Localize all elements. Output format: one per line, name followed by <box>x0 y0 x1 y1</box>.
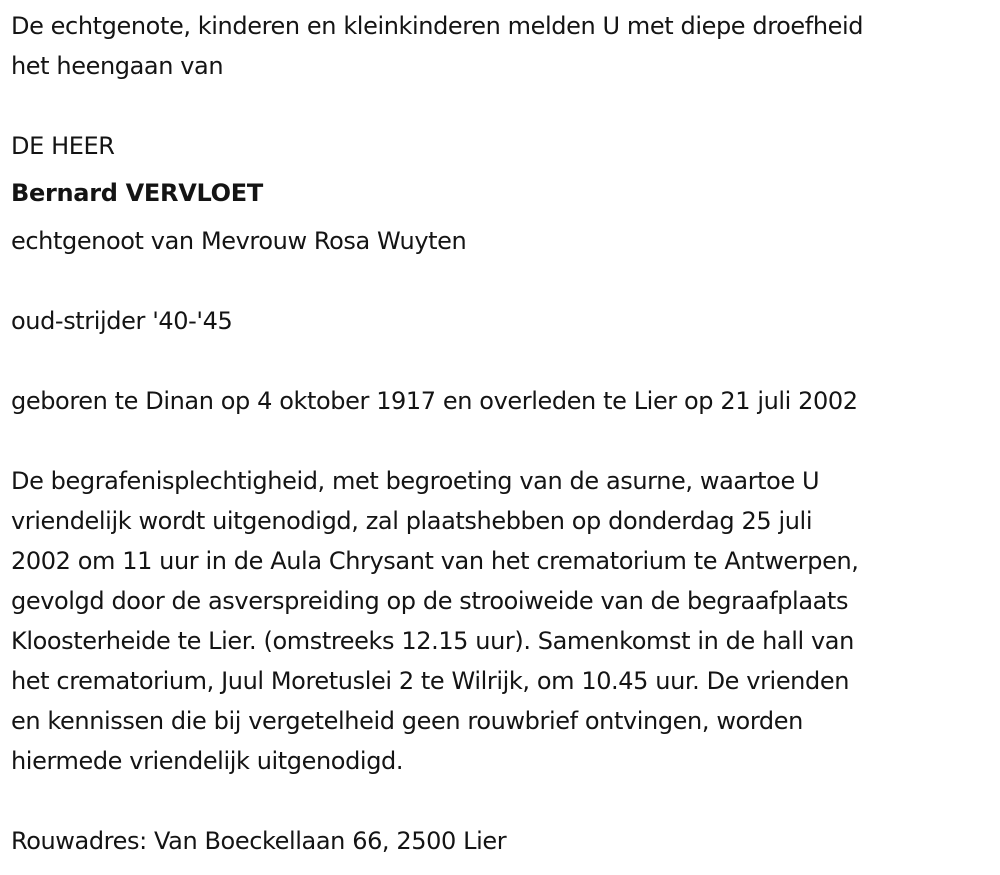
ceremony-line: hiermede vriendelijk uitgenodigd. <box>11 747 404 775</box>
ceremony-line: vriendelijk wordt uitgenodigd, zal plaatshebben op donderdag 25 juli <box>11 507 813 535</box>
mourning-address: Rouwadres: Van Boeckellaan 66, 2500 Lier <box>11 827 507 855</box>
deceased-name: Bernard VERVLOET <box>11 179 263 207</box>
ceremony-line: Kloosterheide te Lier. (omstreeks 12.15 uur). Samenkomst in de hall van <box>11 627 854 655</box>
ceremony-line: De begrafenisplechtigheid, met begroeting van de asurne, waartoe U <box>11 467 820 495</box>
honorific: DE HEER <box>11 132 115 160</box>
intro-line: het heengaan van <box>11 52 224 80</box>
ceremony-line: en kennissen die bij vergetelheid geen rouwbrief ontvingen, worden <box>11 707 803 735</box>
ceremony-line: het crematorium, Juul Moretuslei 2 te Wilrijk, om 10.45 uur. De vrienden <box>11 667 850 695</box>
veteran-line: oud-strijder '40-'45 <box>11 307 233 335</box>
birth-death-line: geboren te Dinan op 4 oktober 1917 en overleden te Lier op 21 juli 2002 <box>11 387 858 415</box>
ceremony-line: 2002 om 11 uur in de Aula Chrysant van het crematorium te Antwerpen, <box>11 547 859 575</box>
ceremony-line: gevolgd door de asverspreiding op de strooiweide van de begraafplaats <box>11 587 849 615</box>
spouse-line: echtgenoot van Mevrouw Rosa Wuyten <box>11 227 467 255</box>
intro-line: De echtgenote, kinderen en kleinkinderen melden U met diepe droefheid <box>11 12 864 40</box>
